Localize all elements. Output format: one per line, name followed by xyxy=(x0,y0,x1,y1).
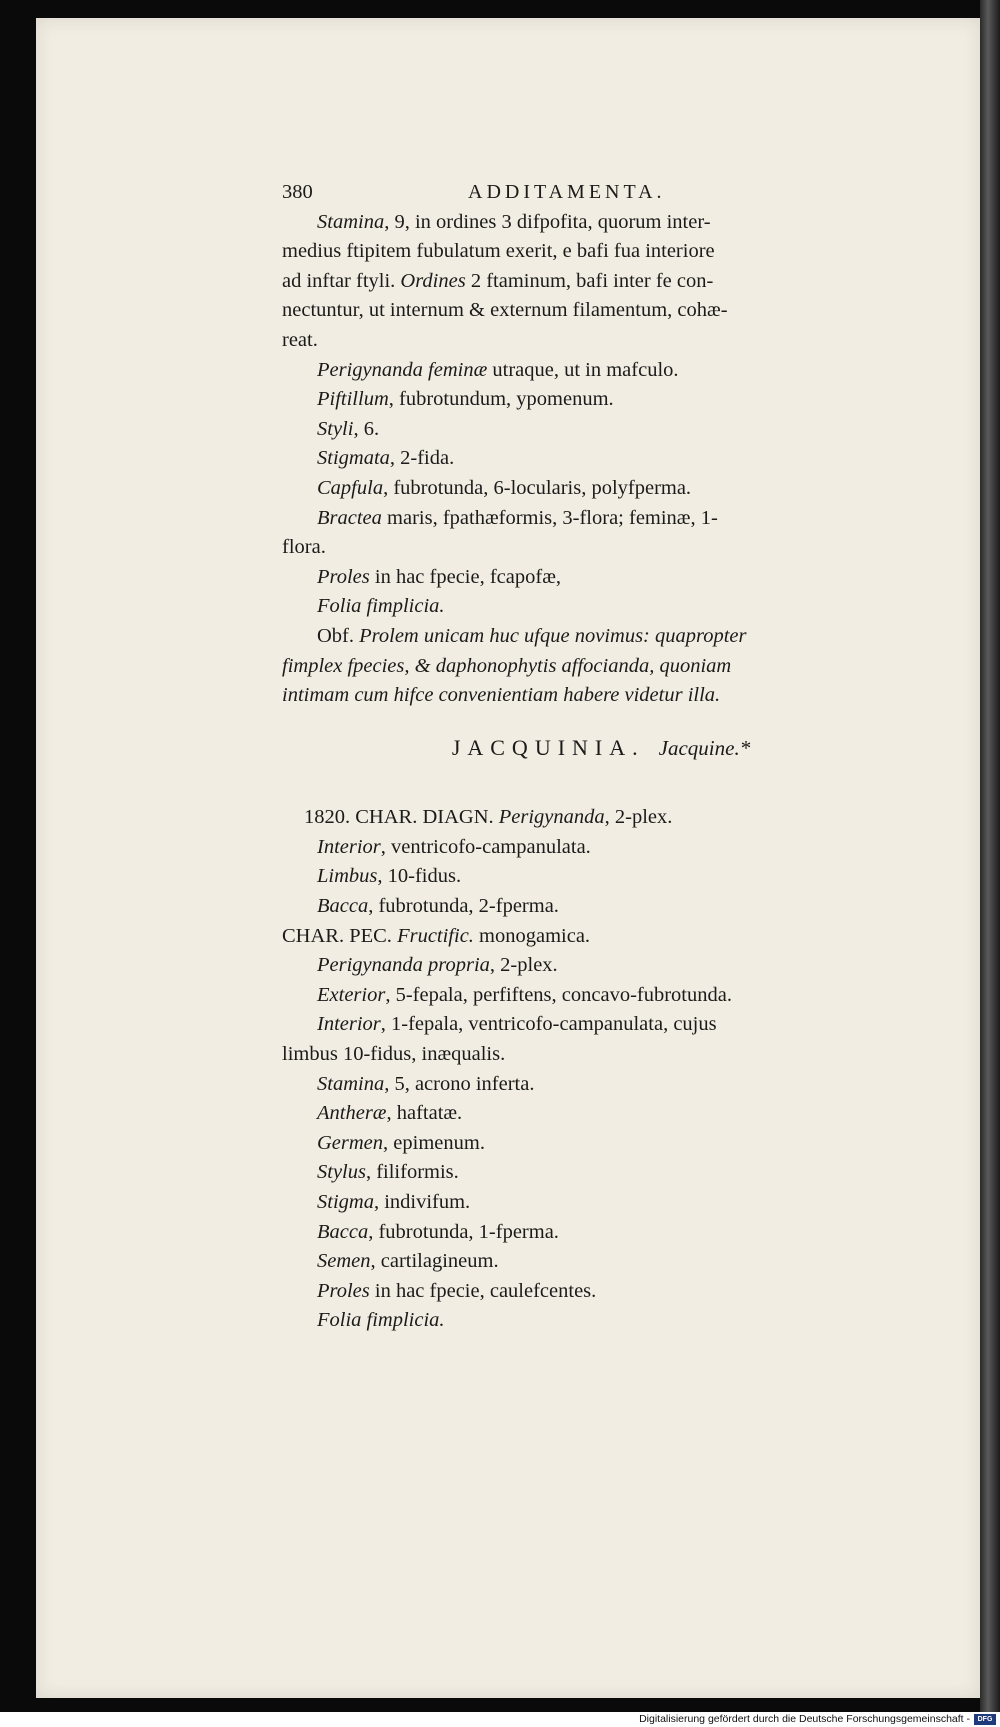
text-line: Perigynanda propria, 2-plex. xyxy=(317,954,558,977)
text-line: Bacca, fubrotunda, 2-fperma. xyxy=(317,895,559,918)
text-line: Interior, ventricofo-campanulata. xyxy=(317,835,591,858)
text-line: intimam cum hifce convenientiam habere videtur illa. xyxy=(282,684,721,707)
diagnosis-line: 1820. CHAR. DIAGN. Perigynanda, 2-plex. xyxy=(304,806,673,829)
text-line: Stigma, indivifum. xyxy=(317,1191,471,1213)
text-line: Interior, 1-fepala, ventricofo-campanulata, cujus xyxy=(317,1013,717,1036)
text-line: nectuntur, ut internum & externum filamentum, cohæ- xyxy=(282,299,728,322)
text-line: Proles in hac fpecie, fcapofæ, xyxy=(317,565,562,588)
running-title: ADDITAMENTA. xyxy=(468,181,666,203)
text-line: Exterior, 5-fepala, perfiftens, concavo-fubrotunda. xyxy=(317,983,732,1006)
text-line: Folia fimplicia. xyxy=(317,595,445,618)
page-text xyxy=(282,178,920,1336)
text-line: Styli, 6. xyxy=(317,417,380,440)
text-line: medius ftipitem fubulatum exerit, e bafi fua interiore xyxy=(282,240,715,263)
text-line: Semen, cartilagineum. xyxy=(317,1250,499,1273)
text-line: reat. xyxy=(282,328,318,351)
text-line: Stamina, 9, in ordines 3 difpofita, quorum inter- xyxy=(317,210,711,233)
text-line: Piftillum, fubrotundum, ypomenum. xyxy=(317,388,614,411)
text-line: Stigmata, 2-fida. xyxy=(317,447,455,470)
genus-heading xyxy=(282,733,920,764)
text-line: Stylus, filiformis. xyxy=(317,1161,459,1184)
text-line: Bractea maris, fpathæformis, 3-flora; feminæ, 1- xyxy=(317,506,718,529)
text-line: flora. xyxy=(282,536,326,559)
genus-author: Jacquine.* xyxy=(658,735,751,760)
page-number: 380 xyxy=(282,181,313,203)
text-line: Obf. Prolem unicam huc ufque novimus: quapropter xyxy=(317,624,747,647)
footer-credit: Digitalisierung gefördert durch die Deutsche Forschungsgemeinschaft - xyxy=(639,1713,970,1725)
text-line: Proles in hac fpecie, caulefcentes. xyxy=(317,1279,597,1302)
text-line: Stamina, 5, acrono inferta. xyxy=(317,1072,535,1095)
text-line: Antheræ, haftatæ. xyxy=(317,1102,463,1125)
text-line: fimplex fpecies, & daphonophytis affocianda, quoniam xyxy=(282,654,732,677)
genus-name: JACQUINIA. xyxy=(451,734,645,760)
text-line: Germen, epimenum. xyxy=(317,1131,485,1154)
char-pec-line: CHAR. PEC. Fructific. monogamica. xyxy=(282,924,591,947)
page-header xyxy=(282,178,920,208)
text-line: Bacca, fubrotunda, 1-fperma. xyxy=(317,1220,559,1243)
text-line: Limbus, 10-fidus. xyxy=(317,865,462,888)
text-line: limbus 10-fidus, inæqualis. xyxy=(282,1043,506,1066)
dfg-logo: DFG xyxy=(974,1714,996,1725)
footer-bar xyxy=(0,1712,1000,1727)
text-line: Capfula, fubrotunda, 6-locularis, polyfperma. xyxy=(317,476,692,499)
text-line: ad inftar ftyli. Ordines 2 ftaminum, bafi inter fe con- xyxy=(282,269,714,292)
text-line: Folia fimplicia. xyxy=(317,1309,445,1332)
page-edge xyxy=(980,0,1000,1712)
text-line: Perigynanda feminæ utraque, ut in mafculo. xyxy=(317,358,679,381)
